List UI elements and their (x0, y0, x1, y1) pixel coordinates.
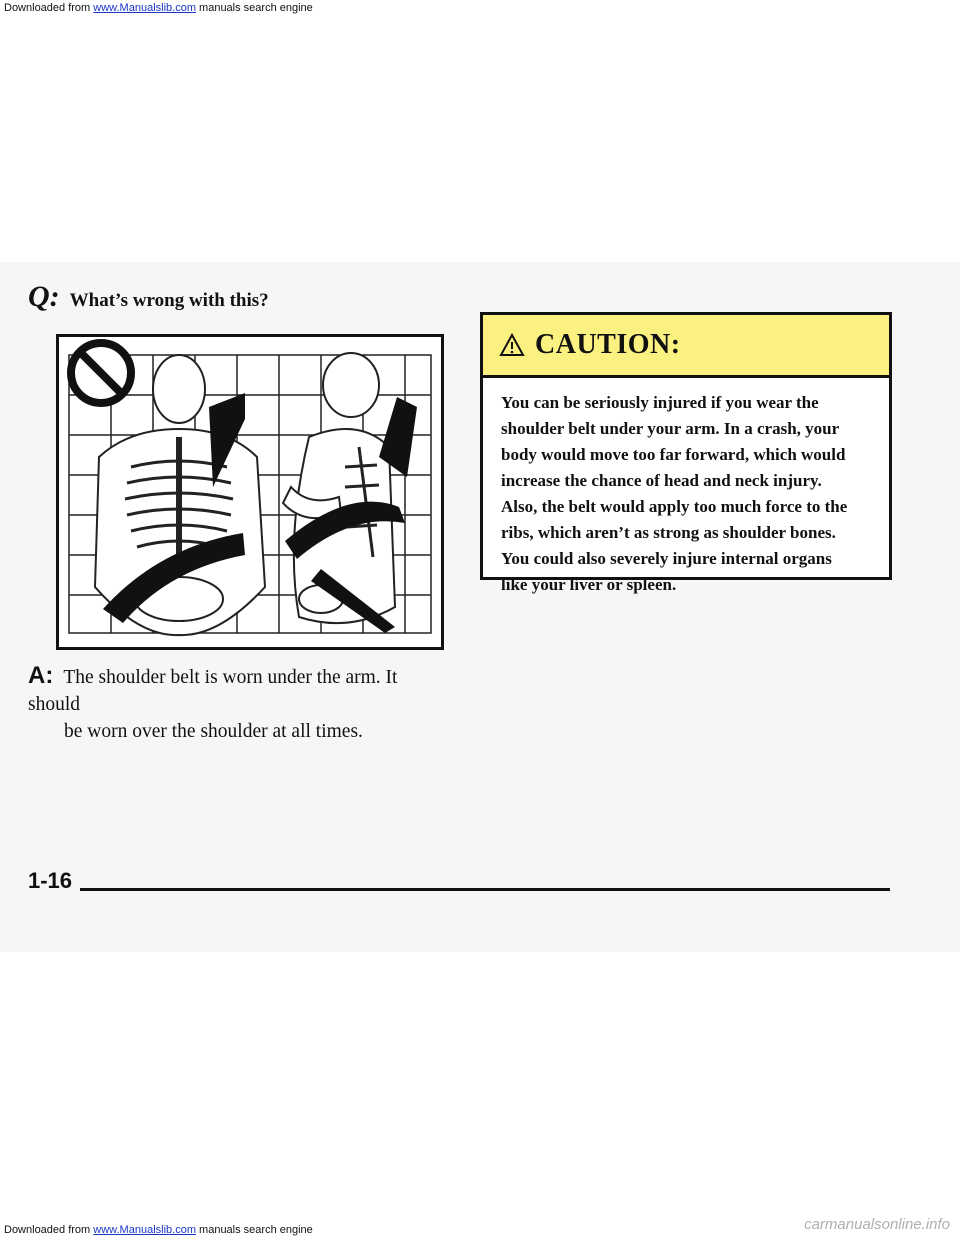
caution-line: increase the chance of head and neck injury. (501, 471, 822, 490)
manualslib-link[interactable]: www.Manualslib.com (93, 1224, 196, 1236)
caution-line: Also, the belt would apply too much force to the (501, 497, 848, 516)
top-download-watermark (4, 2, 313, 14)
warning-triangle-icon (499, 333, 525, 357)
caution-line: like your liver or spleen. (501, 575, 677, 594)
footer-rule (80, 888, 890, 891)
seatbelt-illustration (56, 334, 444, 650)
watermark-prefix: Downloaded from (4, 1224, 94, 1236)
watermark-suffix: manuals search engine (195, 2, 313, 14)
page-number: 1-16 (28, 868, 73, 893)
manualslib-link[interactable]: www.Manualslib.com (93, 2, 196, 14)
illustration-drawing (59, 337, 441, 647)
caution-header (483, 315, 889, 378)
caution-line: You could also severely injure internal organs (501, 549, 832, 568)
caution-box (480, 312, 892, 594)
question-mark: Q: (28, 280, 60, 313)
caution-line: shoulder belt under your arm. In a crash, your (501, 419, 840, 438)
answer (28, 662, 448, 745)
caution-title: CAUTION: (535, 329, 681, 360)
answer-line-2: be worn over the shoulder at all times. (64, 721, 363, 742)
caution-text (483, 378, 889, 598)
bottom-download-watermark (4, 1224, 313, 1236)
watermark-suffix: manuals search engine (195, 1224, 313, 1236)
answer-mark: A: (28, 662, 54, 689)
answer-line-1: The shoulder belt is worn under the arm. It should (28, 667, 398, 715)
caution-line: body would move too far forward, which would (501, 445, 846, 464)
question-text: What’s wrong with this? (69, 290, 269, 311)
caution-line: You can be seriously injured if you wear the (501, 393, 819, 412)
question (28, 280, 269, 314)
caution-line: ribs, which aren’t as strong as shoulder bones. (501, 523, 836, 542)
corner-brand-watermark: carmanualsonline.info (804, 1216, 950, 1233)
prohibition-icon (71, 343, 131, 403)
watermark-prefix: Downloaded from (4, 2, 94, 14)
